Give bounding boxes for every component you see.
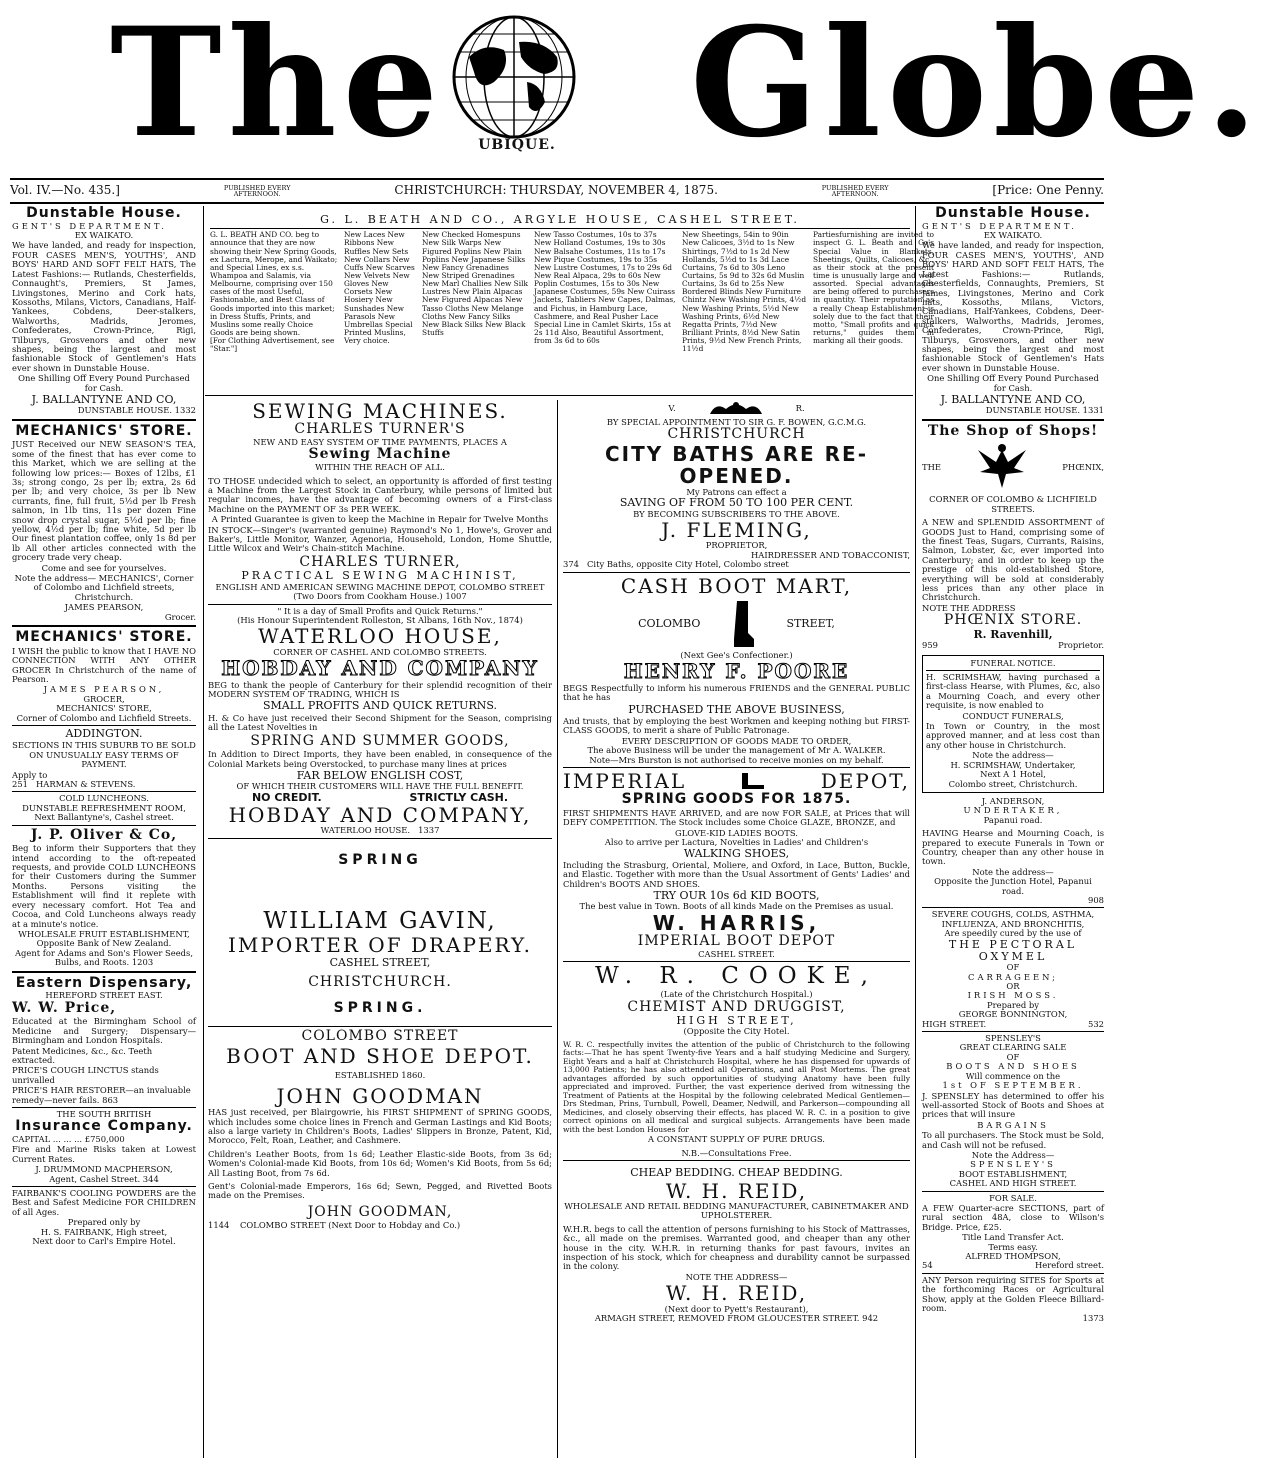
ad-body: FIRST SHIPMENTS HAVE ARRIVED, and are now FOR SALE, at Prices that will DEFY COMPETITION. The Stock includes some Choice GLAZE, BRONZE, and [563, 808, 910, 828]
ad-text: My Patrons can effect a [686, 486, 787, 497]
ad-address: CHRISTCHURCH. [308, 973, 452, 990]
ad-body: Gent's Colonial-made Emperors, 16s 6d; Sewn, Pegged, and Rivetted Boots made on the Premises. [208, 1181, 552, 1201]
ad-address: COLOMBO STREET [301, 1028, 459, 1045]
ad-body: In Town or Country, in the most approved manner, and at less cost than any other house in Christchurch. [926, 721, 1100, 750]
ad-number: 1007 [445, 591, 467, 602]
ad-signature: ALFRED THOMPSON, [965, 1251, 1061, 1262]
ad-body: We have landed, and ready for inspection, FOUR CASES MEN'S, YOUTHS', AND BOYS' HARD AND SOFT FELT HATS, The Latest Fashions:— Rutlands, Chesterfields, Connaught's, Premiers, St James, Livingstones, Merino and Cork hats, Kossoths, Milans, Victors, Canadians, Half-Yankees, Cobdens, Deer-stalkers, Walworths, Madrids, Jeromes, Confederates, Crown-Prince, Rigi, Tilburys, Grosvenors and other new shapes, being the largest and most fashionable Stock of Gentlemen's Hats ever shown in Dunstable House. [12, 240, 196, 373]
ad-text: CARRAGEEN; [968, 971, 1058, 982]
ad-heading: Sewing Machine [308, 446, 452, 463]
ad-heading: TRY OUR 10s 6d KID BOOTS, [653, 889, 820, 903]
ad-address: CORNER OF CASHEL AND COLOMBO STREETS. [273, 646, 487, 657]
ad-quote: " It is a day of Small Profits and Quick Returns." [277, 605, 483, 616]
ad-body: I WISH the public to know that I HAVE NO CONNECTION WITH ANY OTHER GROCER In Christchurch of the name of Pearson. [12, 645, 196, 684]
ad-number: 532 [1088, 1018, 1104, 1029]
ad-text: Agent, Cashel Street. [49, 1173, 141, 1184]
ad-signature: JOHN GOODMAN, [307, 1203, 453, 1220]
ad-body: BEGS Respectfully to inform his numerous FRIENDS and the GENERAL PUBLIC that he has [563, 682, 910, 703]
ad-heading: SAVING OF FROM 50 TO 100 PER CENT. [619, 496, 854, 510]
ad-title: CASH BOOT MART, [620, 573, 853, 598]
ad-body: G. L. BEATH AND CO. beg to announce that they are now showing their New Spring Goods, ex Lactura, Merope, and Waikato; and Special Lines, ex s.s. Whampoa and Salamis, via Melbourne, comprising over 150 cases of the most Useful, Fashionable, and Best Class of Goods imported into this market; in Dress Stuffs, Prints, and Muslins some really Choice Goods are being shown. [210, 230, 338, 337]
ad-dunstable-left [12, 206, 196, 416]
ad-number: 959 [922, 640, 938, 651]
ad-signature: SPENSLEY'S [970, 1159, 1056, 1170]
ad-note: Note—Mrs Burston is not authorised to receive monies on my behalf. [589, 754, 884, 765]
ad-heading: SPRING [338, 851, 422, 868]
ad-title: Dunstable House. [26, 205, 182, 221]
ad-subtitle: CHEMIST AND DRUGGIST, [627, 998, 846, 1015]
mid-right-column [563, 400, 910, 1456]
dateline [10, 178, 1104, 204]
volume-number: Vol. IV.—No. 435.] [10, 183, 120, 198]
ad-text: (Late of the Christchurch Hospital.) [660, 989, 813, 1000]
ad-subtitle: GENT'S DEPARTMENT. [12, 220, 167, 231]
ad-text: BY SPECIAL APPOINTMENT TO SIR G. F. BOWEN, G.C.M.G. [606, 417, 867, 427]
ad-address: DUNSTABLE HOUSE. [77, 405, 172, 416]
ad-beath [210, 213, 934, 392]
ad-address: Opposite the Junction Hotel, Papanui road. [934, 876, 1092, 896]
ad-number: 1373 [1082, 1313, 1104, 1324]
ad-text: Apply to [12, 769, 48, 780]
published-right: PUBLISHED EVERY AFTERNOON. [821, 183, 889, 198]
ad-sewing-machines [208, 400, 552, 602]
ad-title: THE PECTORAL OXYMEL [948, 937, 1078, 963]
masthead-motto: UBIQUE. [478, 137, 556, 153]
ad-body: Including the Strasburg, Oriental, Moliere, and Oxford, in Lace, Button, Buckle, and Elastic. Together with more than the Usual Assortment of Gents' Ladies' and Children's BOOTS AND SHOES. [563, 859, 910, 889]
ad-title: ADDINGTON. [65, 727, 143, 741]
ad-body: Beg to inform their Supporters that they intend according to the oft-repeated requests, and provide COLD LUNCHEONS for their Customers during the Summer Months. Persons visiting the Establishment will find it replete with every necessary comfort. Hot Tea and Cocoa, and Cold Luncheons always ready at a minute's notice. [12, 843, 196, 929]
ad-text: PROPRIETOR, [705, 540, 768, 551]
ad-text: (Opposite the City Hotel. [683, 1026, 790, 1037]
ad-title: J. P. Oliver & Co, [30, 826, 178, 843]
ad-address: ENGLISH AND AMERICAN SEWING MACHINE DEPOT, COLOMBO STREET [215, 581, 545, 592]
ad-text: Also to arrive per Lactura, Novelties in Ladies' and Children's [604, 837, 869, 848]
ad-text: GROCER, [83, 693, 125, 704]
ad-anderson [922, 797, 1104, 905]
ad-number: 1332 [174, 405, 196, 416]
ad-spensley [922, 1034, 1104, 1189]
ad-note: [For Clothing Advertisement, see "Star."] [210, 336, 335, 354]
ad-address: ARMAGH STREET, REMOVED FROM GLOUCESTER STREET. [594, 1312, 860, 1323]
price: [Price: One Penny. [992, 183, 1104, 198]
ad-fairbank [12, 1189, 196, 1246]
ad-heading: FAR BELOW ENGLISH COST, [296, 769, 464, 783]
ad-insurance [12, 1110, 196, 1184]
ad-address: City Baths, opposite City Hotel, Colombo street [587, 559, 789, 570]
ad-title: FOR SALE. [989, 1192, 1037, 1203]
ad-text: Note the Address— [971, 1149, 1055, 1160]
ad-signature: HOBDAY AND COMPANY, [228, 803, 532, 828]
ad-body: IN STOCK—Singer's (warranted genuine) Raymond's No 1, Howe's, Grover and Baker's, Little Monitor, Wanzer, Agenoria, Household, London, Home Shuttle, Little Wilcox and Weir's Chain-stitch Machine. [208, 524, 552, 554]
ad-text: Agent for Adams and Son's Flower Seeds, Bulbs, and Roots. [14, 947, 194, 968]
ad-signature: J. BALLANTYNE AND CO, [940, 392, 1086, 406]
masthead-title-left: The [110, 0, 445, 171]
ad-body: Children's Leather Boots, from 1s 6d; Leather Elastic-side Boots, from 3s 6d; Women's Colonial-made Kid Boots, from 10s 6d; Women's Kid Boots, from 5s 6d; All Lasting Boot, from 7s 6d. [208, 1148, 552, 1178]
divider [205, 395, 913, 396]
ad-eastern-dispensary [12, 976, 196, 1105]
ad-body: FAIRBANK'S COOLING POWDERS are the Best and Safest Medicine FOR CHILDREN of all Ages. [12, 1188, 196, 1217]
ad-title: FUNERAL NOTICE. [970, 657, 1056, 668]
ad-body: And trusts, that by employing the best Workmen and keeping nothing but FIRST-CLASS GOODS, to merit a share of Public Patronage. [563, 715, 910, 736]
ad-list: New Checked Homespuns New Silk Warps New Figured Poplins New Plain Poplins New Japanese Silks New Fancy Grenadines New Striped Grenadines New Marl Challies New Silk Lustres New Plain Alpacas New Figured Alpacas New Tasso Cloths New Melange Cloths New Fancy Silks New Black Silks New Black Stuffs [422, 230, 528, 337]
ad-body: J. SPENSLEY has determined to offer his well-assorted Stock of Boots and Shoes at prices that will insure [922, 1090, 1104, 1120]
ad-goodman [208, 1029, 552, 1230]
ad-cooke [563, 964, 910, 1158]
ad-title: Dunstable House. [935, 205, 1091, 221]
ad-number: 908 [1088, 894, 1104, 905]
ad-subtitle: CHARLES TURNER'S [294, 421, 466, 438]
ad-text: PRICE'S COUGH LINCTUS stands unrivalled [12, 1065, 159, 1085]
ad-text: ESTABLISHED 1860. [334, 1070, 426, 1081]
ad-address: HIGH STREET. [922, 1018, 987, 1029]
ad-title: G. L. BEATH AND CO., ARGYLE HOUSE, CASHEL STREET. [320, 213, 800, 226]
ad-address: HEREFORD STREET EAST. [45, 990, 163, 1001]
ad-text: STRICTLY CASH. [409, 790, 509, 804]
ad-pectoral-oxymel [922, 910, 1104, 1029]
ad-body: H. & Co have just received their Second Shipment for the Season, comprising all the Latest Novelties in [208, 712, 552, 733]
masthead [0, 0, 1264, 178]
ad-heading: SMALL PROFITS AND QUICK RETURNS. [262, 699, 497, 713]
ad-text: R. [795, 403, 805, 414]
ad-signature: JAMES PEARSON, [64, 602, 144, 613]
ad-title: The Shop of Shops! [927, 422, 1099, 439]
ad-text: (Next door to Pyett's Restaurant), [664, 1303, 809, 1314]
ad-body: W.H.R. begs to call the attention of persons furnishing to his Stock of Mattrasses, &c., all made on the premises. Warranted good, and cheaper than any other house in the city. W.H.R. in returning thanks for past favours, invites an inspection of his stock, which for cheapness and durability cannot be surpassed in the colony. [563, 1223, 910, 1272]
ad-number: 1144 [208, 1219, 230, 1230]
ad-note: N.B.—Consultations Free. [681, 1147, 792, 1158]
ad-text: Note the address— [972, 866, 1054, 877]
ad-address: CASHEL STREET, [329, 955, 431, 969]
ad-cold-luncheons [12, 794, 196, 822]
ad-address: HIGH STREET, [676, 1014, 797, 1028]
ad-number: 251 [12, 778, 28, 789]
ad-list: New Laces New Ribbons New Ruffles New Sets New Collars New Cuffs New Scarves New Velvets New Gloves New Corsets New Hosiery New Sunshades New Parasols New Umbrellas Special Printed Muslins, Very choice. [344, 230, 415, 346]
ad-heading: PHŒNIX STORE. [943, 612, 1083, 629]
ad-heading: GREAT CLEARING SALE [959, 1042, 1067, 1053]
ad-heading: PURCHASED THE ABOVE BUSINESS, [628, 702, 845, 716]
ad-sites [922, 1276, 1104, 1324]
ad-text: IRISH MOSS. [967, 990, 1059, 1001]
ad-text: OF WHICH THEIR CUSTOMERS WILL HAVE THE FULL BENEFIT. [236, 781, 524, 792]
ad-phoenix [922, 424, 1104, 651]
ad-text: 1st OF SEPTEMBER. [942, 1080, 1084, 1091]
ad-heading: BOOTS AND SHOES [946, 1061, 1080, 1072]
ad-text: The best value in Town. Boots of all kinds Made on the Premises as usual. [579, 901, 894, 912]
published-left: PUBLISHED EVERY AFTERNOON. [223, 183, 291, 198]
boot-emblem-icon [738, 771, 768, 791]
ad-number: 374 [563, 559, 579, 570]
ad-address: Next door to Carl's Empire Hotel. [32, 1236, 176, 1247]
ad-text: GLOVE-KID LADIES BOOTS. [675, 827, 798, 838]
ad-text: OF [1006, 1051, 1020, 1062]
ad-text: WHOLESALE FRUIT ESTABLISHMENT, [18, 928, 190, 939]
ad-text: THE [922, 461, 942, 472]
ad-heading: HENRY F. POORE [623, 659, 850, 684]
ad-heading: BARGAINS [977, 1119, 1049, 1130]
ad-for-sale [922, 1194, 1104, 1271]
ad-body: HAVING Hearse and Mourning Coach, is prepared to execute Funerals in Town or Country, cheaper than any other house in town. [922, 828, 1104, 867]
ad-text: Proprietor. [1058, 640, 1104, 651]
ad-title: WATERLOO HOUSE, [258, 624, 502, 649]
ad-heading: SPRING. [333, 999, 427, 1016]
ad-address: WATERLOO HOUSE. [320, 825, 411, 836]
ad-text: Are speedily cured by the use of [944, 928, 1082, 939]
ad-text: PRACTICAL SEWING MACHINIST, [241, 569, 519, 583]
ad-text: Next A 1 Hotel, [980, 769, 1046, 780]
ad-title: DEPOT, [820, 768, 910, 793]
ad-heading: CHEAP BEDDING. CHEAP BEDDING. [630, 1166, 843, 1180]
ad-heading: WALKING SHOES, [683, 846, 790, 860]
ad-title: Insurance Company. [15, 1118, 193, 1135]
column-rule [203, 206, 204, 1458]
ad-text: WITHIN THE REACH OF ALL. [315, 462, 445, 473]
ad-note: One Shilling Off Every Pound Purchased for Cash. [927, 373, 1099, 393]
ad-title: BOOT AND SHOE DEPOT. [226, 1043, 534, 1068]
ad-mechanics-store-2 [12, 630, 196, 723]
ad-list: New Sheetings, 54in to 90in New Calicoes, 3½d to 1s New Shirtings, 7½d to 1s 2d New Hollands, 5½d to 1s 3d Lace Curtains, 7s 6d to 30s Leno Curtains, 5s 9d to 32s 6d Muslin Curtains, 3s 6d to 25s New Bordered Blinds New Furniture Chintz New Washing Prints, 4½d New Washing Prints, 5½d New Washing Prints, 6½d New Regatta Prints, 7½d New Brilliant Prints, 8½d New Satin Prints, 9½d New French Prints, 11½d [682, 230, 807, 354]
ad-title: SPENSLEY'S [985, 1033, 1041, 1044]
ad-body: BEG to thank the people of Canterbury for their splendid recognition of their MODERN SYSTEM OF TRADING, WHICH IS [208, 679, 552, 699]
ad-heading: HOBDAY AND COMPANY [221, 656, 539, 681]
ad-subtitle: THE SOUTH BRITISH [56, 1108, 152, 1119]
ad-address: Opposite Bank of New Zealand. [36, 938, 172, 949]
ad-text: WHOLESALE AND RETAIL BEDDING MANUFACTURER, CABINETMAKER AND UPHOLSTERER. [564, 1200, 909, 1221]
right-column [922, 206, 1104, 1456]
ad-body: TO THOSE undecided which to select, an opportunity is afforded of first testing a Machine from the Largest Stock in Canterbury, while persons of limited but regular incomes, have the advantage of becoming owners of a First-class Machine on the PAYMENT OF 3s PER WEEK. [208, 475, 552, 514]
ad-heading: SPRING AND SUMMER GOODS, [250, 732, 510, 749]
ad-text: V. [668, 403, 676, 414]
ad-number: 1337 [418, 825, 440, 836]
masthead-title-right: Globe. [690, 0, 1264, 171]
ad-body: Educated at the Birmingham School of Medicine and Surgery; Dispensary—Birmingham and London Hospitals. [12, 1016, 196, 1046]
column-rule [915, 206, 916, 1458]
ad-body: To all purchasers. The Stock must be Sold, and Cash will not be refused. [922, 1130, 1104, 1150]
ad-body: Fire and Marine Risks taken at Lowest Current Rates. [12, 1144, 196, 1164]
ad-address: COLOMBO [638, 616, 701, 630]
ad-text: OF [1006, 962, 1020, 973]
ad-mechanics-store [12, 424, 196, 622]
ad-text: NOTE THE ADDRESS [922, 602, 1016, 613]
royal-crest-icon [706, 400, 766, 418]
ad-text: EVERY DESCRIPTION OF GOODS MADE TO ORDER, [621, 735, 852, 746]
ad-subtitle: IMPERIAL BOOT DEPOT [637, 933, 836, 950]
ad-body: W. R. C. respectfully invites the attention of the public of Christchurch to the following facts:—That he has spent Twenty-five Years and a half studying Medicine and Surgery, Eight Years and a half at Christchurch Hospital, where he has dispensed for upwards of 13,000 Patients; he has also attended all Operations, and all Post Mortems. The great advantages afforded by such opportunities of studying Anatomy have been fully appreciated and improved. Further, the vast experience derived from witnessing the Treatment of Patients at the Hospital by the following celebrated Medical Gentlemen—Drs Stedman, Prins, Turnbull, Powell, Deamer, Nedwill, and Parkerson—compounding all Medicines, and closely observing their effects, has placed W. R. C. in a position to give correct opinions on all medical and surgical subjects. Arrangements have been made with the best London Houses for [563, 1039, 910, 1134]
ad-signature: J. DRUMMOND MACPHERSON, [35, 1164, 173, 1175]
ad-addington [12, 728, 196, 789]
ad-heading: SEVERE COUGHS, COLDS, ASTHMA, INFLUENZA, AND BRONCHITIS, [931, 909, 1095, 929]
ad-text: Patent Medicines, &c., &c. Teeth extracted. [12, 1045, 153, 1065]
ad-signature: H. SCRIMSHAW, Undertaker, [950, 759, 1076, 770]
ad-signature: H. S. FAIRBANK, High street, [40, 1226, 168, 1237]
phoenix-bird-icon [974, 442, 1030, 492]
ad-number: 1331 [1082, 405, 1104, 416]
ad-body: In Addition to Direct Imports, they have been enabled, in consequence of the Colonial Markets being Overstocked, to purchase many lines at prices [208, 749, 552, 769]
ad-address: CORNER OF COLOMBO & LICHFIELD STREETS. [929, 494, 1097, 514]
place-date: CHRISTCHURCH: THURSDAY, NOVEMBER 4, 1875. [394, 183, 718, 198]
ad-funeral-notice [922, 655, 1104, 793]
ad-address: Next Ballantyne's, Cashel street. [34, 812, 174, 823]
ad-signature: J. BALLANTYNE AND CO, [31, 392, 177, 406]
ad-city-baths [563, 400, 910, 570]
ad-text: MECHANICS' STORE, [56, 703, 152, 714]
ad-signature: W. HARRIS, [652, 910, 821, 935]
ad-title: UNDERTAKER, [963, 805, 1063, 816]
ad-signature: CHARLES TURNER, [299, 553, 461, 570]
ad-address: STREET, [786, 616, 835, 630]
ad-signature: GEORGE BONNINGTON, [958, 1009, 1068, 1020]
column-rule [557, 400, 558, 1458]
ad-oliver [12, 828, 196, 968]
ad-address: Note the address— MECHANICS', Corner of Colombo and Lichfield streets, Christchurch. [14, 573, 194, 602]
ad-title: IMPERIAL [563, 768, 687, 793]
ad-address: Colombo street, Christchurch. [948, 778, 1078, 789]
ad-number: 942 [862, 1312, 879, 1323]
ad-signature: J. FLEMING, [661, 517, 812, 542]
ad-title: W. R. COOKE, [595, 963, 878, 990]
ad-waterloo-house [208, 607, 552, 836]
ad-number: 54 [922, 1260, 933, 1271]
ad-body: ANY Person requiring SITES for Sports at the forthcoming Races or Agricultural Show, apply at the Golden Fleece Billiard-room. [922, 1274, 1104, 1314]
ad-text: PRICE'S HAIR RESTORER—an invaluable remedy—never fails. [12, 1085, 191, 1105]
ad-dunstable-right [922, 206, 1104, 416]
ad-body: We have landed, and ready for inspection, FOUR CASES MEN'S, YOUTHS', AND BOYS' HARD AND SOFT FELT HATS, The Latest Fashions:— Rutlands, Chesterfields, Connaughts, Premiers, St James, Livingstones, Merino and Cork hats, Kossoths, Milans, Victors, Canadians, Half-Yankees, Cobdens, Deer-stalkers, Walworths, Madrids, Jeromes, Confederates, Crown-Prince, Rigi, Tilburys, Grosvenors, and other new shapes, being the largest and most fashionable Stock of Gentlemen's Hats ever shown in Dunstable House. [922, 240, 1104, 373]
ad-number: 863 [102, 1094, 119, 1105]
ad-signature: W. W. Price, [12, 999, 117, 1016]
ad-text: BOOT ESTABLISHMENT, [958, 1168, 1068, 1179]
ad-title: CITY BATHS ARE RE-OPENED. [605, 442, 868, 489]
mid-left-column [208, 400, 552, 1456]
ad-text: Note the address— [972, 750, 1054, 761]
ad-signature: JOHN GOODMAN [276, 1083, 484, 1108]
ad-text: Title Land Transfer Act. [962, 1232, 1064, 1243]
ad-text: EX WAIKATO. [983, 230, 1043, 241]
ad-address: DUNSTABLE HOUSE. [985, 405, 1080, 416]
ad-text: CAPITAL ... ... ... £750,000 [12, 1134, 125, 1145]
ad-number: 1203 [131, 957, 154, 968]
ad-body: SECTIONS IN THIS SUBURB TO BE SOLD ON UNUSUALLY EASY TERMS OF PAYMENT. [12, 740, 196, 770]
ad-title: W. H. REID, [665, 1178, 808, 1203]
ad-text: NO CREDIT. [251, 790, 322, 804]
ad-imperial-depot [563, 770, 910, 959]
ad-title: MECHANICS' STORE. [15, 422, 193, 439]
ad-body: H. SCRIMSHAW, having purchased a first-class Hearse, with Plumes, &c, also a Mourning Coach, and every other requisite, is now enabled to [926, 672, 1100, 711]
ad-text: Prepared only by [67, 1217, 141, 1228]
ad-signature: J. ANDERSON, [981, 795, 1045, 806]
ad-text: OR [1006, 981, 1020, 992]
ad-text: (His Honour Superintendent Rolleston, St Albans, 16th Nov., 1874) [237, 615, 523, 625]
ad-text: Terms easy. [988, 1241, 1038, 1252]
ad-text: PHŒNIX, [1062, 461, 1104, 472]
ad-william-gavin [208, 853, 552, 1016]
ad-text: (Next Gee's Confectioner.) [680, 649, 793, 660]
ad-address: CASHEL AND HIGH STREET. [949, 1178, 1077, 1189]
ad-heading: SPRING GOODS FOR 1875. [621, 791, 852, 808]
boot-icon [730, 599, 756, 649]
ad-heading: CONDUCT FUNERALS, [962, 710, 1064, 721]
ad-number: 344 [142, 1173, 159, 1184]
ad-text: DUNSTABLE REFRESHMENT ROOM, [22, 802, 186, 813]
ad-signature: W. H. REID, [665, 1281, 808, 1306]
ad-subtitle: CHRISTCHURCH [667, 426, 806, 443]
ad-address: Hereford street. [1035, 1260, 1104, 1271]
ad-title: Eastern Dispensary, [15, 974, 193, 991]
ad-text: NEW AND EASY SYSTEM OF TIME PAYMENTS, PLACES A [253, 437, 507, 448]
ad-title: WILLIAM GAVIN, [263, 907, 497, 934]
ad-text: NOTE THE ADDRESS— [685, 1271, 788, 1282]
ad-title: MECHANICS' STORE. [15, 629, 193, 646]
ad-text: BY BECOMING SUBSCRIBERS TO THE ABOVE. [633, 508, 840, 519]
ad-text: EX WAIKATO. [74, 230, 134, 241]
ad-list: New Tasso Costumes, 10s to 37s New Holland Costumes, 19s to 30s New Balsahe Costumes, 11s to 17s New Pique Costumes, 19s to 35s New Lustre Costumes, 17s to 29s 6d New Real Alpaca, 29s to 60s New Poplin Costumes, 15s to 30s New Japanese Costumes, 59s New Cuirass Jackets, Tabliers New Capes, Dalmas, and Fichus, in Hamburg Lace, Cashmere, and Real Pusher Lace Special Line in Camlet Skirts, 15s at 2s 11d Also, Beautiful Assortment, from 3s 6d to 60s [534, 230, 676, 346]
ad-body: JUST Received our NEW SEASON'S TEA, some of the finest that has ever come to this Market, which we are selling at the following low prices:— Boxes of 12lbs, £1 3s; strong congo, 2s per lb; extra, 2s 6d per lb; and very choice, 3s per lb New currants, fine, full fruit, 5½d per lb Fresh salmon, in 1lb tins, 11s per dozen Fine snow drop crystal sugar, 5½d per lb; fine yellow, 4½d per lb; fine white, 5d per lb Our finest plantation coffee, only 1s 8d per lb All other articles connected with the grocery trade very cheap. [12, 439, 196, 563]
ad-body: A NEW and SPLENDID ASSORTMENT of GOODS Just to Hand, comprising some of the finest Teas, Sugars, Currants, Raisins, Salmon, Lobster, &c, ever imported into Canterbury; and in order to keep up the prestige of this old-established Store, everything will be sold at considerably less prices than any other place in Christchurch. [922, 517, 1104, 603]
left-column [12, 206, 196, 1456]
ad-subtitle: GENT'S DEPARTMENT. [922, 220, 1077, 231]
ad-text: Grocer. [164, 611, 196, 622]
ad-title: COLD LUNCHEONS. [59, 793, 149, 804]
ad-cash-boot-mart [563, 575, 910, 765]
ad-address: Papanui road. [983, 814, 1043, 825]
ad-text: A Printed Guarantee is given to keep the Machine in Repair for Twelve Months [211, 514, 549, 525]
ad-text: The above Business will be under the management of Mr A. WALKER. [587, 745, 886, 756]
globe-icon [449, 12, 579, 142]
ad-text: HAIRDRESSER AND TOBACCONIST, [751, 549, 910, 560]
ad-body: HAS just received, per Blairgowrie, his FIRST SHIPMENT of SPRING GOODS, which includes some choice lines in French and German Lastings and Kid Boots; also a large variety in Children's Boots, Ladies' Slippers in Bronze, Patent, Kid, Morocco, Felt, Roan, Leather, and Cashmere. [208, 1107, 552, 1146]
ad-address: COLOMBO STREET (Next Door to Hobday and Co.) [239, 1219, 461, 1230]
ad-address: Corner of Colombo and Lichfield Streets. [16, 712, 192, 723]
ad-text: Come and see for yourselves. [41, 562, 167, 573]
ad-signature: JAMES PEARSON, [43, 684, 165, 695]
ad-body: A FEW Quarter-acre SECTIONS, part of rural section 48A, close to Wilson's Bridge. Price, £25. [922, 1202, 1104, 1232]
ad-text: A CONSTANT SUPPLY OF PURE DRUGS. [648, 1134, 825, 1145]
ad-text: Prepared by [986, 999, 1040, 1010]
ad-note: One Shilling Off Every Pound Purchased for Cash. [18, 373, 190, 393]
ad-signature: HARMAN & STEVENS. [36, 778, 136, 789]
ad-body: Partiesfurnishing are invited to inspect G. L. Beath and Co's Special Value in Blankets, Sheetings, Quilts, Calicoes, &c., as their stock at the present time is unusually large and well assorted. Special advantages are being offered to purchasers in quantity. Their reputation as a really Cheap Establishment is solely due to the fact that their motto, "Small profits and quick returns," guides them in marking all their goods. [813, 230, 934, 346]
ad-text: (Two Doors from Cookham House.) [293, 591, 443, 602]
ad-text: Will commence on the [965, 1070, 1061, 1081]
ad-title: SEWING MACHINES. [252, 399, 508, 423]
ad-signature: R. Ravenhill, [973, 627, 1053, 641]
ad-reid [563, 1167, 910, 1323]
ad-address: CASHEL STREET. [698, 948, 775, 959]
ad-subtitle: IMPORTER OF DRAPERY. [228, 933, 532, 958]
